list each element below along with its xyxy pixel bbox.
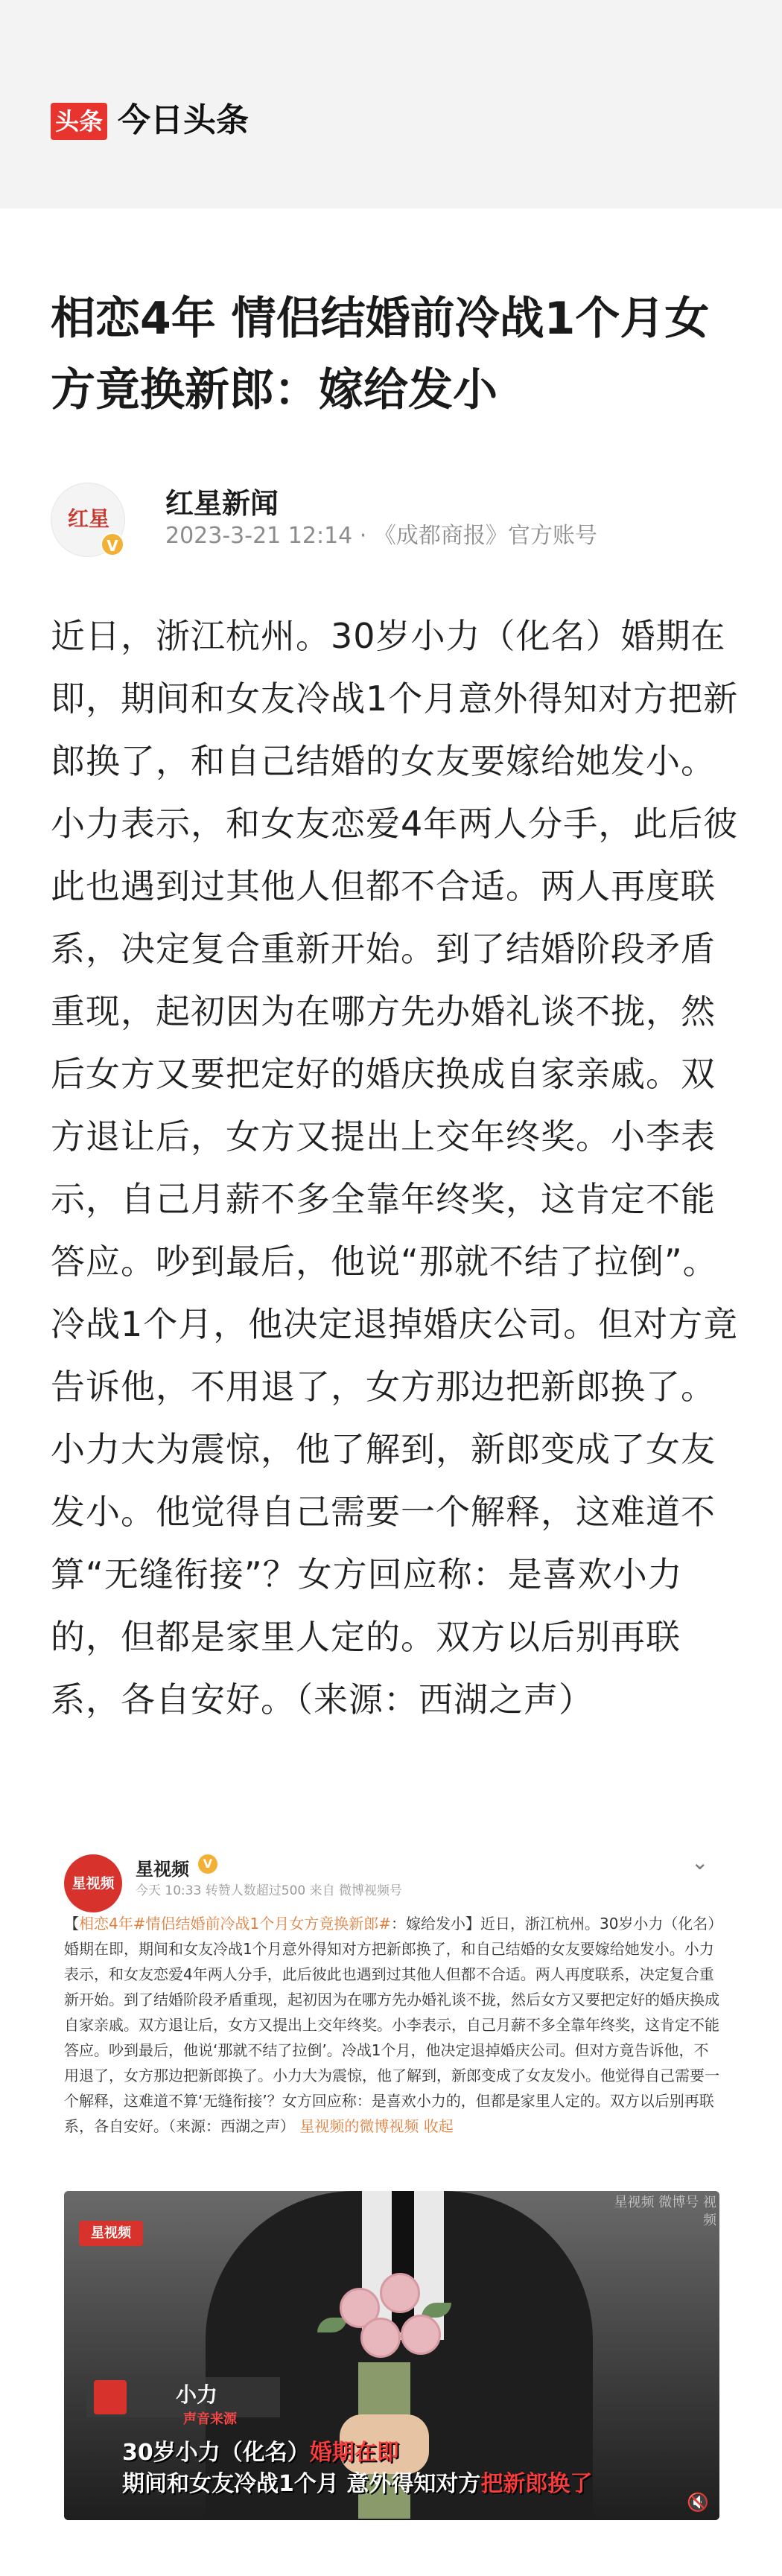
- speaker-source: 声音来源: [183, 2411, 237, 2427]
- embed-text: [64, 1911, 719, 2139]
- subtitle-line1-white: 30岁小力（化名）: [122, 2440, 310, 2466]
- article-body: 近日，浙江杭州。30岁小力（化名）婚期在即，期间和女友冷战1个月意外得知对方把新郎换了，和自己结婚的女友要嫁给她发小。小力表示，和女友恋爱4年两人分手，此后彼此也遇到过其他人但都不合适。两人再度联系，决定复合重新开始。到了结婚阶段矛盾重现，起初因为在哪方先办婚礼谈不拢，然后女方又要把定好的婚庆换成自家亲戚。双方退让后，女方又提出上交年终奖。小李表示，自己月薪不多全靠年终奖，这肯定不能答应。吵到最后，他说“那就不结了拉倒”。冷战1个月，他决定退掉婚庆公司。但对方竟告诉他，不用退了，女方那边把新郎换了。小力大为震惊，他了解到，新郎变成了女友发小。他觉得自己需要一个解释，这难道不算“无缝衔接”？女方回应称：是喜欢小力的，但都是家里人定的。双方以后别再联系，各自安好。（来源：西湖之声）: [51, 616, 739, 1720]
- video-watermark: 星视频 微博号 视频: [614, 2195, 716, 2228]
- embed-verified-icon: V: [198, 1854, 217, 1874]
- toutiao-logo-badge[interactable]: 头条: [51, 103, 107, 140]
- video-subtitle-line2: [122, 2465, 592, 2498]
- article-title: 相恋4年 情侣结婚前冷战1个月女方竟换新郎：嫁给发小: [51, 293, 710, 416]
- flower: [380, 2273, 420, 2313]
- flower: [360, 2318, 401, 2358]
- flower: [401, 2315, 441, 2355]
- embed-avatar[interactable]: 星视频: [64, 1854, 122, 1912]
- verified-badge-icon: V: [101, 532, 124, 556]
- mute-icon[interactable]: 🔇: [687, 2492, 709, 2513]
- embed-video-link[interactable]: 星视频的微博视频 收起: [299, 2117, 454, 2135]
- speaker-name: 小力: [176, 2382, 218, 2407]
- microphone-icon: [94, 2380, 127, 2414]
- subtitle-line1-red: 婚期在即: [309, 2440, 399, 2466]
- embed-account-name[interactable]: 星视频: [136, 1859, 189, 1880]
- embedded-weibo-post: [52, 1841, 730, 2520]
- embed-text-body: ：嫁给发小】近日，浙江杭州。30岁小力（化名）婚期在即，期间和女友冷战1个月意外得知对方把新郎换了，和自己结婚的女友要嫁给她发小。小力表示，和女友恋爱4年两人分手，此后彼此也遇到过其他人但都不合适。两人再度联系，决定复合重新开始。到了结婚阶段矛盾重现，起初因为在哪方先办婚礼谈不拢，然后女方又要把定好的婚庆换成自家亲戚。双方退让后，女方又提出上交年终奖。小李表示，自己月薪不多全靠年终奖，这肯定不能答应。吵到最后，他说‘那就不结了拉倒’。冷战1个月，他决定退掉婚庆公司。但对方竟告诉他，不用退了，女方那边把新郎换了。小力大为震惊，他了解到，新郎变成了女友发小。他觉得自己需要一个解释，这难道不算‘无缝衔接’？女方回应称：是喜欢小力的，但都是家里人定的。双方以后别再联系，各自安好。（来源：西湖之声）: [64, 1915, 719, 2135]
- author-name[interactable]: 红星新闻: [165, 487, 279, 520]
- author-meta: 2023-3-21 12:14 · 《成都商报》官方账号: [165, 523, 597, 549]
- video-player[interactable]: [64, 2191, 719, 2520]
- embed-hashtag[interactable]: 相恋4年#情侣结婚前冷战1个月女方竟换新郎#: [79, 1915, 391, 1933]
- chevron-down-icon[interactable]: ⌄: [691, 1850, 709, 1874]
- toutiao-logo-text[interactable]: 今日头条: [118, 101, 249, 139]
- leaf: [317, 2318, 347, 2332]
- subtitle-line2-white: 期间和女友冷战1个月 意外得知对方: [122, 2471, 481, 2497]
- top-bar: [0, 0, 782, 209]
- embed-meta: 今天 10:33 转赞人数超过500 来自 微博视频号: [136, 1883, 403, 1898]
- bouquet: [317, 2273, 451, 2385]
- author-avatar[interactable]: [51, 483, 125, 557]
- embed-text-prefix: 【: [64, 1915, 79, 1933]
- video-subtitle-line1: [122, 2434, 399, 2467]
- subtitle-line2-red: 把新郎换了: [480, 2471, 593, 2497]
- avatar-logo-text: 红星: [67, 506, 109, 531]
- video-channel-logo: 星视频: [79, 2221, 143, 2246]
